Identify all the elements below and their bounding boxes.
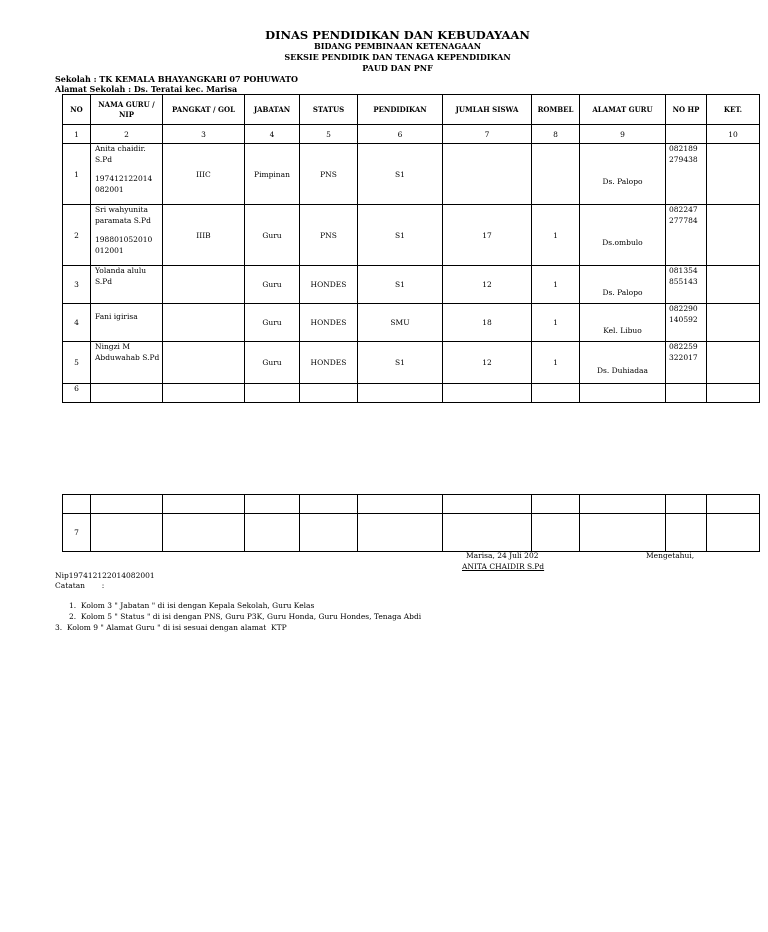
note-item: 3. Kolom 9 " Alamat Guru " di isi sesuai dengan alamat KTP	[55, 623, 287, 632]
teacher-rank	[163, 304, 245, 342]
teacher-rank	[163, 342, 245, 384]
row-no: 5	[63, 342, 91, 384]
teacher-position: Guru	[245, 266, 300, 304]
col-header-address: ALAMAT GURU	[580, 95, 666, 125]
student-count: 12	[443, 266, 532, 304]
teacher-name-nip	[91, 205, 163, 266]
header-subtitle-2: SEKSIE PENDIDIK DAN TENAGA KEPENDIDIKAN	[284, 52, 511, 62]
table-row	[63, 304, 760, 342]
col-number: 8	[532, 125, 580, 144]
table-row	[63, 144, 760, 205]
rombel: 1	[532, 266, 580, 304]
student-count: 17	[443, 205, 532, 266]
col-header-rank: PANGKAT / GOL	[163, 95, 245, 125]
teacher-phone: 082259 322017	[666, 342, 707, 384]
teacher-name: Ningzi M Abduwahab S.Pd	[91, 342, 163, 384]
rombel: 1	[532, 342, 580, 384]
header-title: DINAS PENDIDIKAN DAN KEBUDAYAAN	[265, 28, 530, 42]
teacher-status: PNS	[300, 205, 358, 266]
teacher-rank	[163, 266, 245, 304]
column-number-row	[63, 125, 760, 144]
teacher-education: S1	[358, 266, 443, 304]
teacher-name: Sri wahyunita paramata S.Pd	[95, 205, 151, 225]
col-header-no: NO	[63, 95, 91, 125]
col-number: 6	[358, 125, 443, 144]
col-number: 10	[707, 125, 760, 144]
col-number: 7	[443, 125, 532, 144]
col-number	[666, 125, 707, 144]
col-number: 5	[300, 125, 358, 144]
row-no: 4	[63, 304, 91, 342]
teacher-table	[62, 94, 760, 403]
col-number: 1	[63, 125, 91, 144]
teacher-address: Ds.ombulo	[580, 205, 666, 266]
teacher-position: Guru	[245, 205, 300, 266]
student-count: 18	[443, 304, 532, 342]
signer-nip: Nip197412122014082001	[55, 571, 155, 580]
row-no: 2	[63, 205, 91, 266]
teacher-phone: 082290 140592	[666, 304, 707, 342]
teacher-position: Guru	[245, 304, 300, 342]
rombel: 1	[532, 304, 580, 342]
teacher-name: Anita chaidir. S.Pd	[95, 144, 146, 164]
col-header-status: STATUS	[300, 95, 358, 125]
notes-label: Catatan :	[55, 581, 105, 590]
teacher-name-nip	[91, 144, 163, 205]
teacher-phone: 082189 279438	[666, 144, 707, 205]
teacher-education: S1	[358, 205, 443, 266]
note-item: 1. Kolom 3 " Jabatan " di isi dengan Kepala Sekolah, Guru Kelas	[69, 601, 315, 610]
rombel: 1	[532, 205, 580, 266]
col-header-students: JUMLAH SISWA	[443, 95, 532, 125]
teacher-rank: IIIB	[163, 205, 245, 266]
teacher-rank: IIIC	[163, 144, 245, 205]
col-number: 9	[580, 125, 666, 144]
note-item: 2. Kolom 5 " Status " di isi dengan PNS, Guru P3K, Guru Honda, Guru Hondes, Tenaga Abdi	[69, 612, 422, 621]
col-header-rombel: ROMBEL	[532, 95, 580, 125]
school-address: Alamat Sekolah : Ds. Teratai kec. Marisa	[55, 84, 238, 94]
acknowledgement-label: Mengetahui,	[646, 551, 695, 560]
teacher-education: S1	[358, 342, 443, 384]
row-no: 3	[63, 266, 91, 304]
header-subtitle-1: BIDANG PEMBINAAN KETENAGAAN	[313, 41, 482, 51]
teacher-name: Fani igirisa	[91, 304, 163, 342]
col-number: 2	[91, 125, 163, 144]
row-no: 6	[63, 384, 91, 403]
table-row	[63, 205, 760, 266]
row-no: 1	[63, 144, 91, 205]
col-number: 4	[245, 125, 300, 144]
table-row	[63, 266, 760, 304]
teacher-status: HONDES	[300, 266, 358, 304]
teacher-phone: 082247 277784	[666, 205, 707, 266]
teacher-note	[707, 266, 760, 304]
table-row	[63, 514, 760, 552]
teacher-address: Ds. Palopo	[580, 144, 666, 205]
col-number: 3	[163, 125, 245, 144]
header-subtitle-3: PAUD DAN PNF	[362, 63, 433, 73]
col-header-position: JABATAN	[245, 95, 300, 125]
col-header-note: KET.	[707, 95, 760, 125]
teacher-address: Ds. Duhiadaa	[580, 342, 666, 384]
table-row	[63, 384, 760, 403]
teacher-status: HONDES	[300, 342, 358, 384]
school-name: Sekolah : TK KEMALA BHAYANGKARI 07 POHUWATO	[55, 74, 299, 84]
teacher-address: Kel. Libuo	[580, 304, 666, 342]
signer-name: ANITA CHAIDIR S.Pd	[462, 562, 545, 571]
row-no: 7	[63, 514, 91, 552]
teacher-note	[707, 144, 760, 205]
place-date: Marisa, 24 Juli 202	[466, 551, 539, 560]
teacher-education: SMU	[358, 304, 443, 342]
teacher-table-continued	[62, 494, 760, 552]
teacher-education: S1	[358, 144, 443, 205]
teacher-phone: 081354 855143	[666, 266, 707, 304]
teacher-address: Ds. Palopo	[580, 266, 666, 304]
teacher-status: PNS	[300, 144, 358, 205]
teacher-position: Pimpinan	[245, 144, 300, 205]
teacher-note	[707, 205, 760, 266]
teacher-status: HONDES	[300, 304, 358, 342]
student-count: 12	[443, 342, 532, 384]
header-row	[63, 95, 760, 125]
teacher-note	[707, 304, 760, 342]
table-row	[63, 342, 760, 384]
teacher-name: Yolanda alulu S.Pd	[91, 266, 163, 304]
col-header-education: PENDIDIKAN	[358, 95, 443, 125]
teacher-position: Guru	[245, 342, 300, 384]
student-count	[443, 144, 532, 205]
col-header-name: NAMA GURU / NIP	[91, 95, 163, 125]
table-row	[63, 495, 760, 514]
teacher-note	[707, 342, 760, 384]
rombel	[532, 144, 580, 205]
col-header-phone: NO HP	[666, 95, 707, 125]
teacher-nip: 197412122014 082001	[95, 174, 153, 194]
teacher-nip: 198801052010 012001	[95, 235, 153, 255]
